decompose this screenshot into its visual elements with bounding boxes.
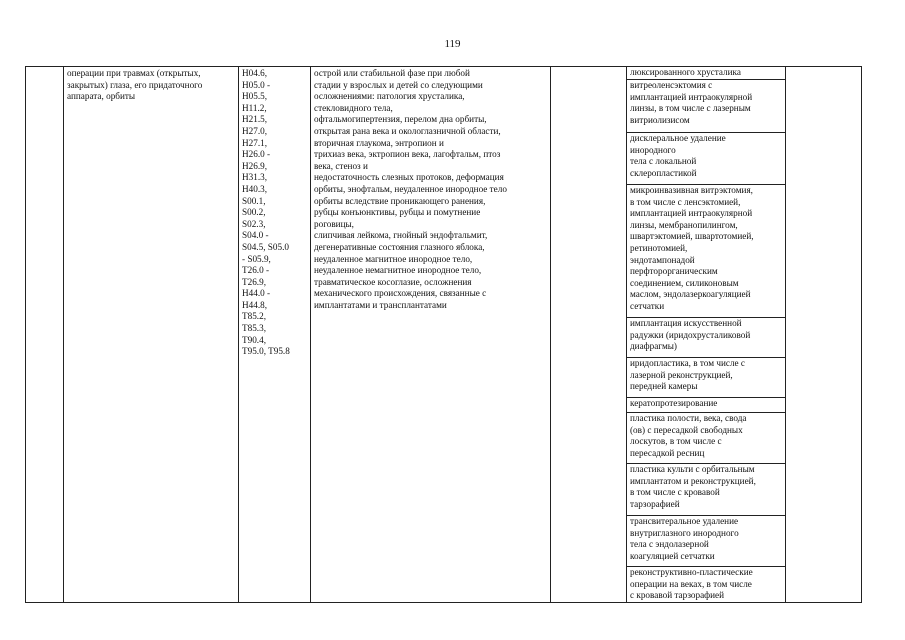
patient-model-line: слипчивая лейкома, гнойный эндофтальмит, bbox=[314, 230, 488, 241]
column-divider bbox=[310, 67, 311, 602]
icd-code-line: S04.0 - bbox=[242, 230, 269, 241]
treatment-method-line: внутриглазного инородного bbox=[630, 527, 739, 538]
icd-code-line: H05.0 - bbox=[242, 79, 271, 90]
page-number: 119 bbox=[444, 38, 461, 50]
icd-code-line: T90.4, bbox=[242, 334, 266, 345]
treatment-method-cell bbox=[627, 318, 785, 358]
treatment-method-cell bbox=[627, 80, 785, 133]
icd-code-line: H04.6, bbox=[242, 68, 268, 78]
treatment-method-cell bbox=[627, 516, 785, 567]
patient-model-line: стадии у взрослых и детей со следующими bbox=[314, 79, 483, 90]
patient-model-line: травматическое косоглазие, осложнения bbox=[314, 276, 472, 287]
icd-code-line: H40.3, bbox=[242, 183, 268, 194]
procedure-name-line: операции при травмах (открытых, bbox=[67, 68, 201, 78]
treatment-method-line: пересадкой ресниц bbox=[630, 447, 705, 458]
treatment-method-line: реконструктивно-пластические bbox=[630, 567, 753, 577]
treatment-method-line: лазерной реконструкцией, bbox=[630, 369, 733, 380]
patient-model-line: острой или стабильной фазе при любой bbox=[314, 68, 470, 78]
patient-model-cell bbox=[314, 68, 554, 311]
icd-code-line: H11.2, bbox=[242, 102, 267, 113]
treatment-method-line: передней камеры bbox=[630, 381, 698, 392]
treatment-method-cell bbox=[627, 67, 785, 80]
treatment-method-line: иридопластика, в том числе с bbox=[630, 358, 745, 368]
patient-model-line: дегенеративные состояния глазного яблока, bbox=[314, 241, 485, 252]
treatment-method-line: лоскутов, в том числе с bbox=[630, 436, 722, 447]
treatment-method-line: маслом, эндолазеркоагуляцией bbox=[630, 289, 751, 300]
treatment-method-line: в том числе с кровавой bbox=[630, 487, 720, 498]
icd-code-line: T85.2, bbox=[242, 311, 266, 322]
treatment-method-line: люксированного хрусталика bbox=[630, 67, 741, 77]
treatment-method-cell bbox=[627, 413, 785, 464]
icd-code-line: H21.5, bbox=[242, 114, 268, 125]
treatment-method-line: операции на веках, в том числе bbox=[630, 578, 752, 589]
treatment-method-cell bbox=[627, 358, 785, 398]
treatment-method-line: тела с эндолазерной bbox=[630, 539, 709, 550]
treatment-method-line: с кровавой тарзорафией bbox=[630, 590, 725, 601]
icd-code-line: H27.1, bbox=[242, 137, 268, 148]
patient-model-line: недостаточность слезных протоков, деформация bbox=[314, 172, 504, 183]
treatment-method-line: швартэктомией, швартотомией, bbox=[630, 231, 754, 242]
patient-model-line: вторичная глаукома, энтропион и bbox=[314, 137, 444, 148]
patient-model-line: офтальмогипертензия, перелом дна орбиты, bbox=[314, 114, 487, 125]
treatment-method-line: радужки (иридохрусталиковой bbox=[630, 329, 751, 340]
treatment-method-line: эндотампонадой bbox=[630, 254, 695, 265]
icd-code-line: H26.0 - bbox=[242, 149, 271, 160]
treatment-method-line: в том числе с ленсэктомией, bbox=[630, 196, 741, 207]
icd-code-line: S02.3, bbox=[242, 218, 266, 229]
patient-model-line: рубцы конъюнктивы, рубцы и помутнение bbox=[314, 207, 481, 218]
treatment-method-line: имплантатом и реконструкцией, bbox=[630, 475, 756, 486]
treatment-method-line: перфторорганическим bbox=[630, 266, 718, 277]
patient-model-line: механического происхождения, связанные с bbox=[314, 288, 487, 299]
treatment-method-line: кератопротезирование bbox=[630, 398, 718, 408]
treatment-methods-column bbox=[626, 67, 786, 602]
icd-code-line: T26.9, bbox=[242, 276, 266, 287]
patient-model-line: осложнениями: патология хрусталика, bbox=[314, 91, 465, 102]
icd-code-line: T95.0, T95.8 bbox=[242, 346, 290, 357]
treatment-method-line: соединением, силиконовым bbox=[630, 277, 739, 288]
treatment-method-cell bbox=[627, 185, 785, 318]
treatment-method-cell bbox=[627, 567, 785, 602]
patient-model-line: роговицы, bbox=[314, 218, 354, 229]
treatment-method-line: пластика полости, века, свода bbox=[630, 413, 747, 423]
patient-model-line: орбиты вследствие проникающего ранения, bbox=[314, 195, 486, 206]
column-divider bbox=[63, 67, 64, 602]
patient-model-line: неудаленное немагнитное инородное тело, bbox=[314, 265, 482, 276]
icd-code-line: - S05.9, bbox=[242, 253, 271, 264]
treatment-method-line: инородного bbox=[630, 144, 676, 155]
patient-model-line: трихиаз века, эктропион века, лагофтальм, птоз bbox=[314, 149, 501, 160]
icd-code-line: T26.0 - bbox=[242, 265, 270, 276]
patient-model-line: имплантатами и трансплантатами bbox=[314, 299, 447, 310]
treatment-method-cell bbox=[627, 398, 785, 413]
treatment-method-cell bbox=[627, 464, 785, 516]
treatment-method-line: ретинотомией, bbox=[630, 242, 688, 253]
treatment-method-line: пластика культи с орбитальным bbox=[630, 464, 755, 474]
icd-code-line: S00.1, bbox=[242, 195, 266, 206]
icd-code-line: H05.5, bbox=[242, 91, 268, 102]
icd-code-line: H26.9, bbox=[242, 160, 268, 171]
treatment-method-line: (ов) с пересадкой свободных bbox=[630, 424, 743, 435]
treatment-method-line: имплантацией интраокулярной bbox=[630, 208, 753, 219]
patient-model-line: стекловидного тела, bbox=[314, 102, 393, 113]
treatment-method-cell bbox=[627, 133, 785, 185]
treatment-method-line: тарзорафией bbox=[630, 498, 680, 509]
treatment-method-line: микроинвазивная витрэктомия, bbox=[630, 185, 753, 195]
treatment-method-line: диафрагмы) bbox=[630, 341, 677, 352]
icd-code-line: H27.0, bbox=[242, 125, 268, 136]
icd-code-line: H31.3, bbox=[242, 172, 268, 183]
treatment-method-line: тела с локальной bbox=[630, 156, 697, 167]
treatment-method-line: имплантация искусственной bbox=[630, 318, 742, 328]
procedure-name-line: аппарата, орбиты bbox=[67, 91, 136, 102]
patient-model-line: открытая рана века и окологлазничной области, bbox=[314, 125, 501, 136]
procedure-name-cell bbox=[67, 68, 237, 103]
treatment-method-line: линзы, мембранопилингом, bbox=[630, 219, 738, 230]
patient-model-line: неудаленное магнитное инородное тело, bbox=[314, 253, 473, 264]
treatment-method-line: коагуляцией сетчатки bbox=[630, 550, 715, 561]
treatment-method-line: имплантацией интраокулярной bbox=[630, 91, 753, 102]
icd-code-line: S04.5, S05.0 bbox=[242, 241, 289, 252]
procedure-name-line: закрытых) глаза, его придаточного bbox=[67, 79, 203, 90]
treatment-method-line: склеропластикой bbox=[630, 167, 697, 178]
treatment-method-line: линзы, в том числе с лазерным bbox=[630, 103, 751, 114]
icd-code-line: H44.8, bbox=[242, 299, 268, 310]
patient-model-line: века, стеноз и bbox=[314, 160, 368, 171]
procedures-table bbox=[25, 66, 862, 603]
icd-code-line: S00.2, bbox=[242, 207, 266, 218]
icd-code-line: T85.3, bbox=[242, 323, 266, 334]
treatment-method-line: сетчатки bbox=[630, 300, 665, 311]
treatment-method-line: дисклеральное удаление bbox=[630, 133, 726, 143]
treatment-method-line: витриолизисом bbox=[630, 114, 690, 125]
icd-code-line: H44.0 - bbox=[242, 288, 271, 299]
treatment-method-line: трансвитеральное удаление bbox=[630, 516, 739, 526]
treatment-method-line: витреоленсэктомия с bbox=[630, 80, 713, 90]
column-divider bbox=[238, 67, 239, 602]
icd-codes-cell bbox=[242, 68, 308, 358]
patient-model-line: орбиты, энофтальм, неудаленное инородное тело bbox=[314, 183, 507, 194]
